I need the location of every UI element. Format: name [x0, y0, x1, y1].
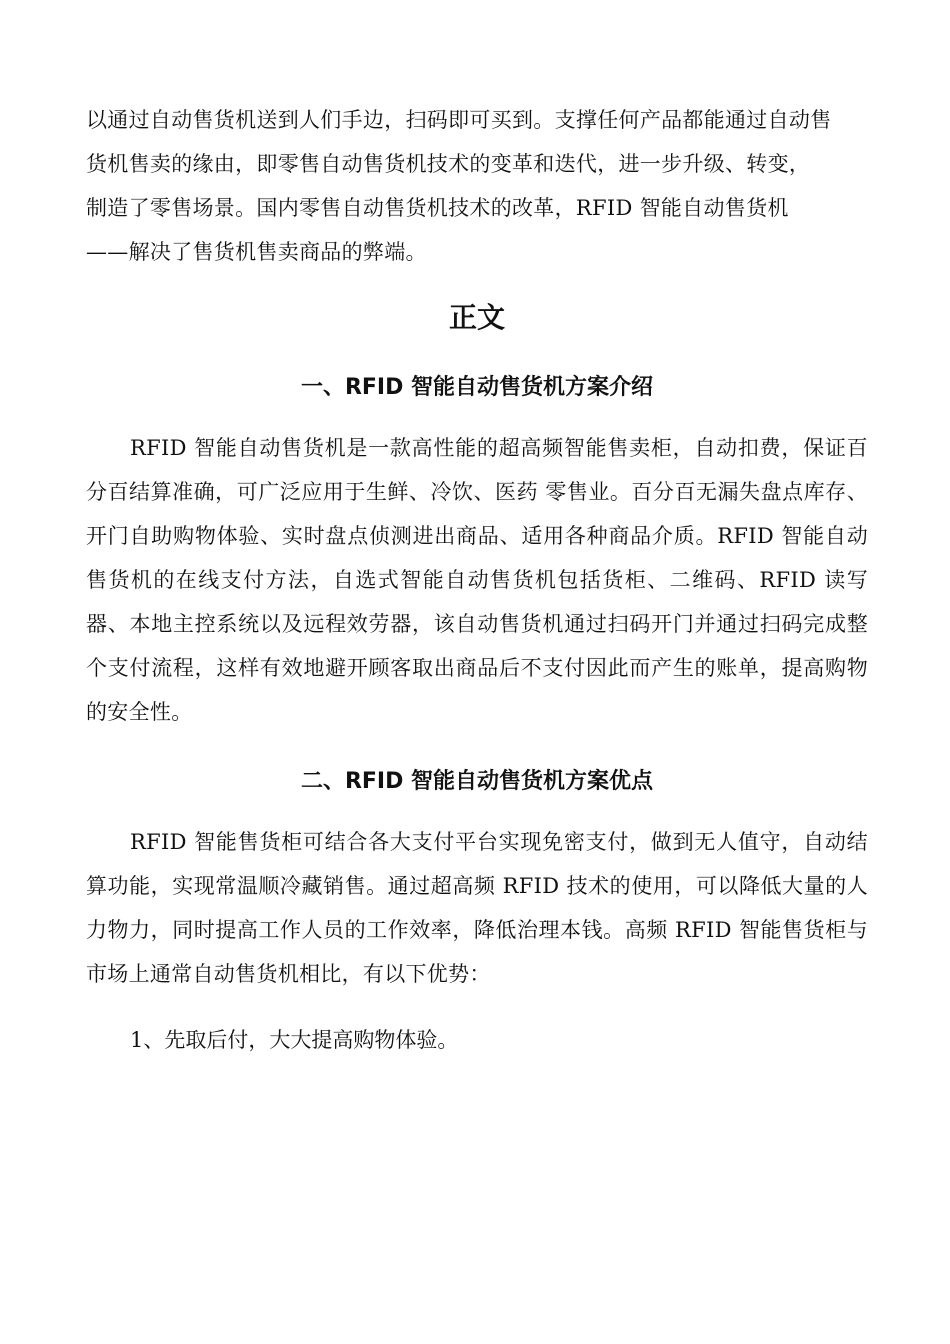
section-heading-introduction: 一、RFID 智能自动售货机方案介绍 — [300, 375, 654, 400]
main-title: 正文 — [448, 301, 505, 334]
section-advantages-paragraph: RFID 智能售货柜可结合各大支付平台实现免密支付，做到无人值守，自动结算功能，实现常温顺冷藏销售。通过超高频 RFID 技术的使用，可以降低大量的人力物力，同时提高工作人员的工作效率，降低治理本钱。高频 RFID 智能售货柜与市场上通常自动售货机相比，有以下优势： — [86, 830, 868, 986]
intro-line: 货机售卖的缘由，即零售自动售货机技术的变革和迭代，进一步升级、转变， — [86, 152, 811, 176]
intro-line: 制造了零售场景。国内零售自动售货机技术的改革，RFID 智能自动售货机 — [86, 196, 789, 220]
section-heading-advantages: 二、RFID 智能自动售货机方案优点 — [300, 769, 654, 794]
intro-paragraph — [86, 98, 868, 274]
intro-line: 以通过自动售货机送到人们手边，扫码即可买到。支撑任何产品都能通过自动售 — [86, 108, 832, 132]
document-body — [86, 98, 868, 1062]
intro-line: ——解决了售货机售卖商品的弊端。 — [86, 240, 427, 264]
advantage-list-item: 1、先取后付，大大提高购物体验。 — [130, 1028, 459, 1052]
section-introduction-paragraph: RFID 智能自动售货机是一款高性能的超高频智能售卖柜，自动扣费，保证百分百结算准确，可广泛应用于生鲜、冷饮、医药 零售业。百分百无漏失盘点库存、开门自助购物体验、实时盘点侦测进出商品、适用各种商品介质。RFID 智能自动售货机的在线支付方法，自选式智能自动售货机包括货柜、二维码、RFID 读写器、本地主控系统以及远程效劳器，该自动售货机通过扫码开门并通过扫码完成整个支付流程，这样有效地避开顾客取出商品后不支付因此而产生的账单，提高购物的安全性。 — [86, 436, 868, 724]
